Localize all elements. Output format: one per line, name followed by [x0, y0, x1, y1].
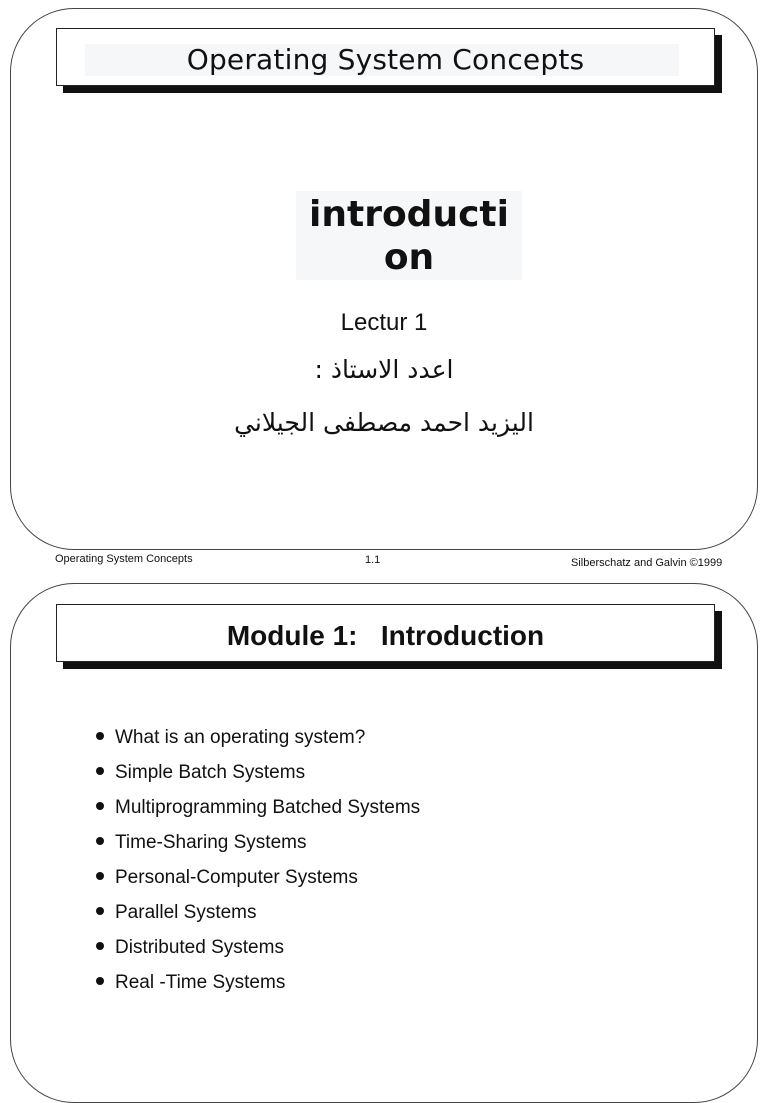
- list-item: [94, 936, 420, 971]
- footer-copyright: Silberschatz and Galvin ©1999: [571, 557, 723, 569]
- footer-course-title: Operating System Concepts: [55, 553, 193, 565]
- list-item: [94, 901, 420, 936]
- topic-text: Multiprogramming Batched Systems: [115, 797, 421, 818]
- introduction-heading-line-2: on: [383, 237, 435, 278]
- list-item: [94, 796, 420, 831]
- bullet-icon: [96, 942, 104, 950]
- bullet-icon: [96, 767, 104, 775]
- list-item: [94, 971, 420, 1006]
- introduction-heading-line-1: introducti: [309, 194, 509, 235]
- slide-1-title: Operating System Concepts: [186, 43, 585, 76]
- instructor-name: اليزيد احمد مصطفى الجيلاني: [234, 408, 534, 437]
- topics-list: [94, 726, 420, 1006]
- topic-text: What is an operating system?: [115, 727, 366, 748]
- list-item: [94, 866, 420, 901]
- bullet-icon: [96, 802, 104, 810]
- topic-text: Parallel Systems: [115, 902, 257, 923]
- slide-1-title-box: [56, 28, 715, 86]
- bullet-icon: [96, 872, 104, 880]
- slide-2-title: Module 1: Introduction: [226, 620, 545, 651]
- lecture-number: Lectur 1: [340, 309, 428, 336]
- topic-text: Personal-Computer Systems: [115, 867, 358, 888]
- list-item: [94, 761, 420, 796]
- bullet-icon: [96, 907, 104, 915]
- list-item: [94, 831, 420, 866]
- prepared-by-label: اعدد الاستاذ :: [314, 355, 454, 384]
- topic-text: Distributed Systems: [115, 937, 284, 958]
- bullet-icon: [96, 977, 104, 985]
- topic-text: Time-Sharing Systems: [115, 832, 307, 853]
- footer-page-number: 1.1: [365, 554, 381, 566]
- introduction-heading: [296, 191, 522, 280]
- list-item: [94, 726, 420, 761]
- bullet-icon: [96, 732, 104, 740]
- topic-text: Simple Batch Systems: [115, 762, 306, 783]
- slide-2-title-box: [56, 604, 715, 662]
- topic-text: Real -Time Systems: [115, 972, 286, 993]
- bullet-icon: [96, 837, 104, 845]
